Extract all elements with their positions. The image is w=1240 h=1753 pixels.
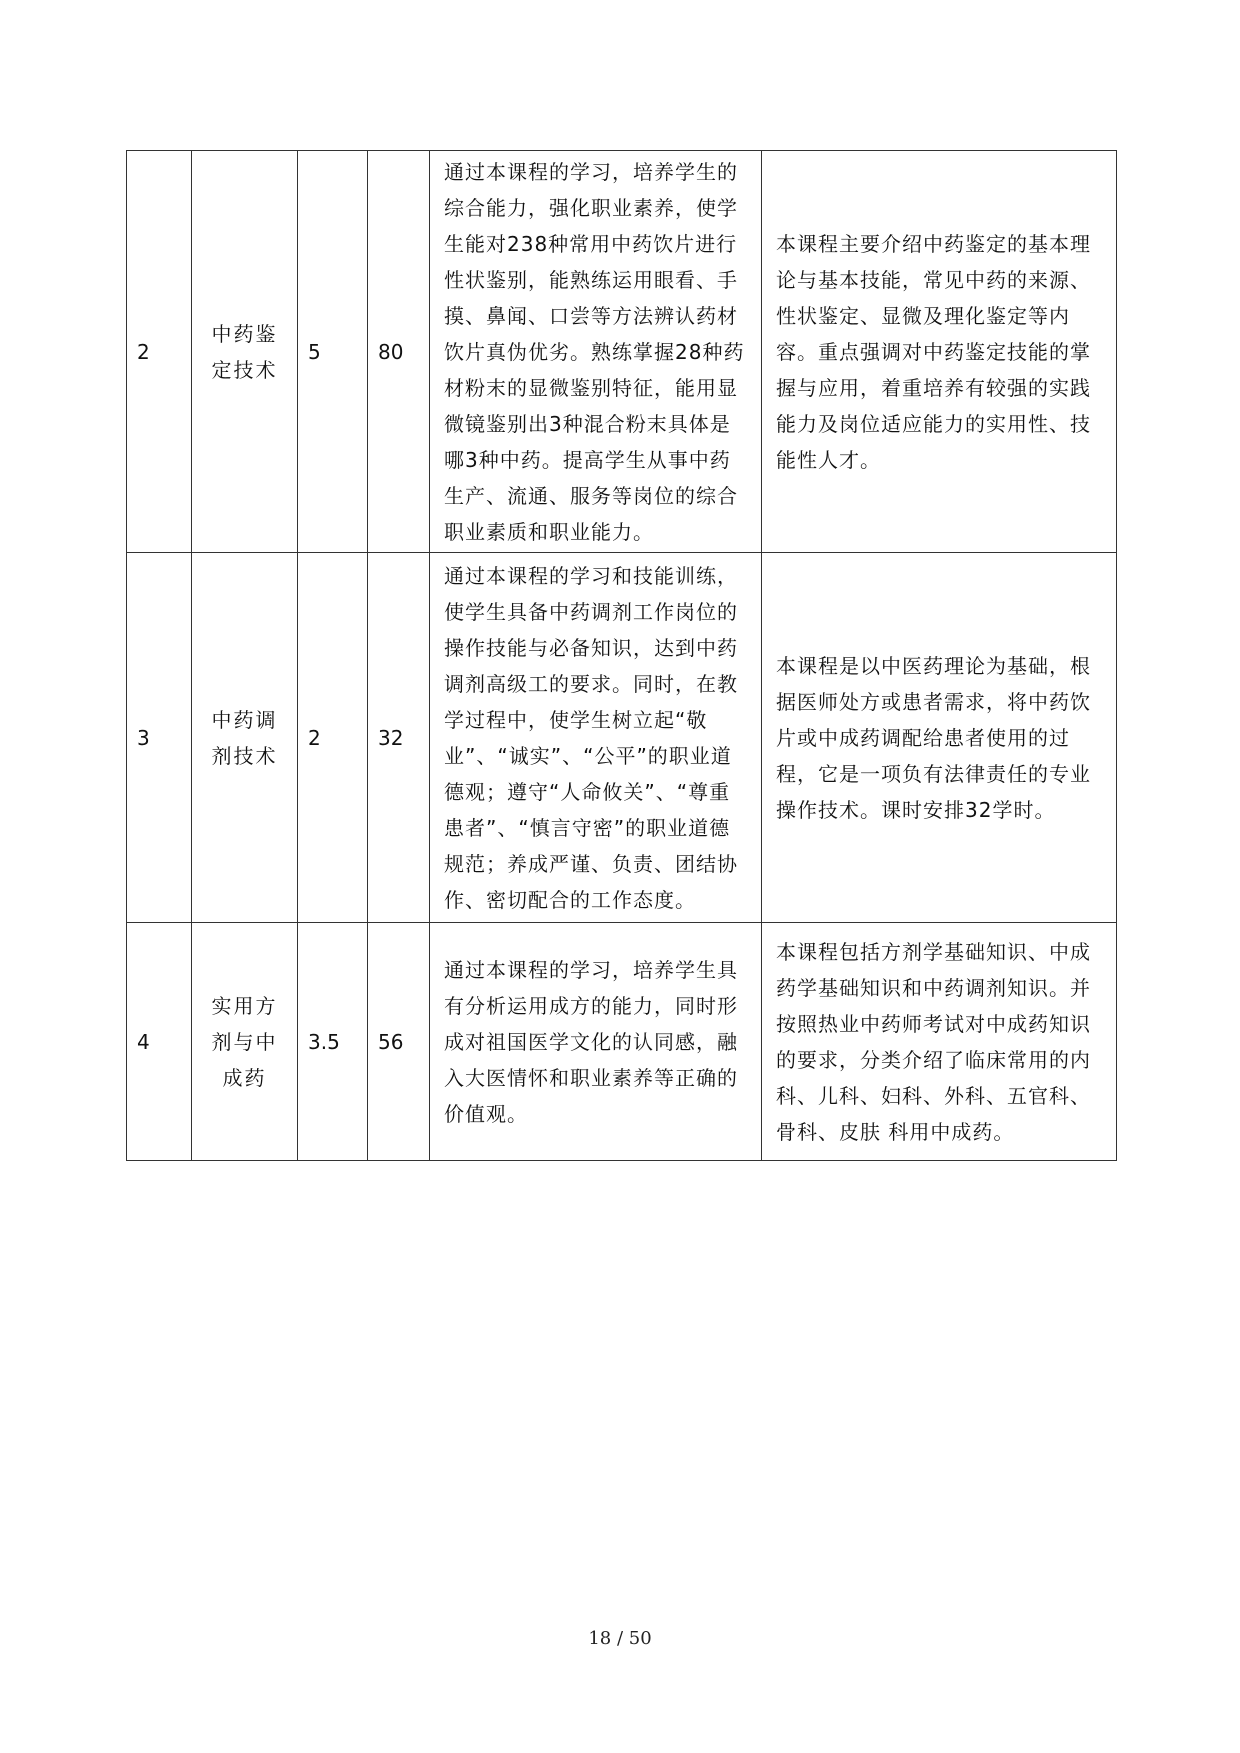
course-content: 本课程包括方剂学基础知识、中成药学基础知识和中药调剂知识。并按照热业中药师考试对中成药知识的要求，分类介绍了临床常用的内科、儿科、妇科、外科、五官科、骨科、皮肤 科用中成药。 <box>762 923 1117 1161</box>
course-name <box>192 151 298 553</box>
course-name-text: 实用方剂与中成药 <box>211 993 278 1090</box>
table-row <box>127 553 1117 923</box>
course-name <box>192 553 298 923</box>
course-credit: 5 <box>298 151 368 553</box>
course-content: 本课程主要介绍中药鉴定的基本理论与基本技能，常见中药的来源、性状鉴定、显微及理化鉴定等内容。重点强调对中药鉴定技能的掌握与应用，着重培养有较强的实践能力及岗位适应能力的实用性、技能性人才。 <box>762 151 1117 553</box>
course-goal: 通过本课程的学习和技能训练，使学生具备中药调剂工作岗位的操作技能与必备知识，达到中药调剂高级工的要求。同时，在教学过程中，使学生树立起“敬业”、“诚实”、“公平”的职业道德观；遵守“人命攸关”、“尊重患者”、“慎言守密”的职业道德规范；养成严谨、负责、团结协作、密切配合的工作态度。 <box>430 553 762 923</box>
course-hours: 56 <box>368 923 430 1161</box>
course-number: 4 <box>127 923 192 1161</box>
course-content: 本课程是以中医药理论为基础，根据医师处方或患者需求，将中药饮片或中成药调配给患者使用的过程，它是一项负有法律责任的专业操作技术。课时安排32学时。 <box>762 553 1117 923</box>
course-table <box>126 150 1117 1161</box>
course-number: 3 <box>127 553 192 923</box>
page-number: 18 / 50 <box>588 1628 652 1649</box>
course-name-text: 中药鉴定技术 <box>211 321 278 382</box>
table-row <box>127 151 1117 553</box>
table-row <box>127 923 1117 1161</box>
course-credit: 2 <box>298 553 368 923</box>
course-hours: 80 <box>368 151 430 553</box>
course-goal: 通过本课程的学习，培养学生具有分析运用成方的能力，同时形成对祖国医学文化的认同感，融入大医情怀和职业素养等正确的价值观。 <box>430 923 762 1161</box>
course-name-text: 中药调剂技术 <box>211 707 278 768</box>
course-name <box>192 923 298 1161</box>
course-credit: 3.5 <box>298 923 368 1161</box>
course-goal: 通过本课程的学习，培养学生的综合能力，强化职业素养，使学生能对238种常用中药饮片进行性状鉴别，能熟练运用眼看、手摸、鼻闻、口尝等方法辨认药材饮片真伪优劣。熟练掌握28种药材粉末的显微鉴别特征，能用显微镜鉴别出3种混合粉末具体是哪3种中药。提高学生从事中药生产、流通、服务等岗位的综合职业素质和职业能力。 <box>430 151 762 553</box>
course-number: 2 <box>127 151 192 553</box>
course-hours: 32 <box>368 553 430 923</box>
